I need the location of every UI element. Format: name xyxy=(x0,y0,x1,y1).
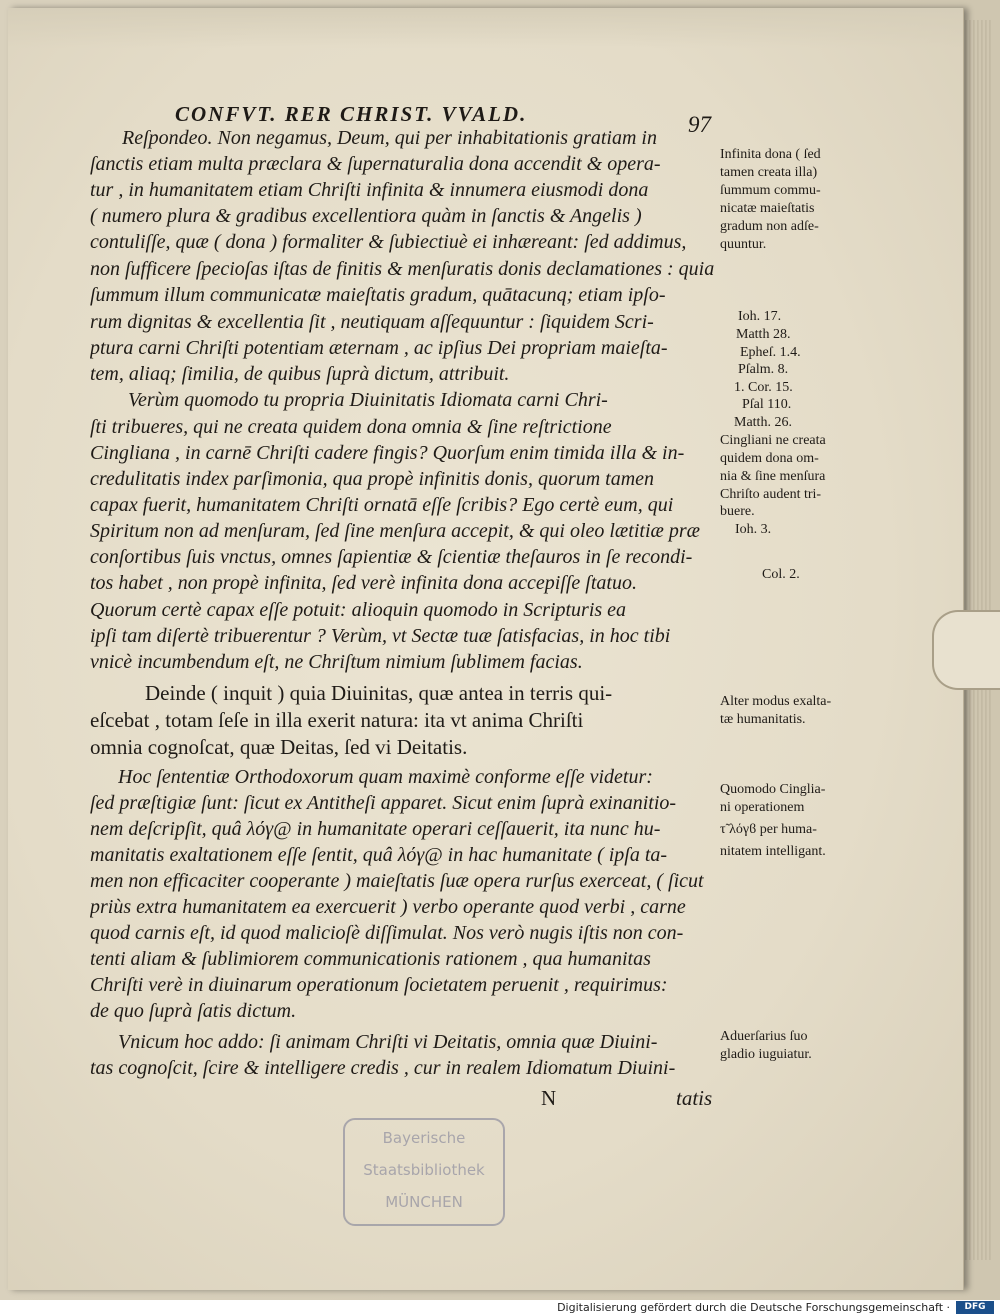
margin-note: ſummum commu- xyxy=(720,183,821,198)
stamp-line: Staatsbibliothek xyxy=(363,1161,485,1179)
library-stamp xyxy=(343,1118,505,1226)
body-line: rum dignitas & excellentia ſit , neutiquam aſſequuntur : ſiquidem Scri- xyxy=(90,311,654,333)
margin-note: Matth 28. xyxy=(736,327,791,342)
body-line: Spiritum non ad menſuram, ſed ſine menſura accepit, & qui oleo lætitiæ præ xyxy=(90,520,700,542)
body-line: Quorum certè capax eſſe potuit: alioquin quomodo in Scripturis ea xyxy=(90,599,627,621)
body-line: Reſpondeo. Non negamus, Deum, qui per inhabitationis gratiam in xyxy=(122,127,657,149)
body-line: Hoc ſententiæ Orthodoxorum quam maximè conforme eſſe videtur: xyxy=(118,766,653,788)
margin-note: Epheſ. 1.4. xyxy=(740,345,801,360)
page-tab-marker xyxy=(932,610,1000,690)
body-line: tenti aliam & ſublimiorem communicationis rationem , qua humanitas xyxy=(90,948,651,970)
margin-note: Matth. 26. xyxy=(734,415,792,430)
margin-note: Aduerſarius ſuo xyxy=(720,1029,808,1044)
margin-note: Quomodo Cinglia- xyxy=(720,782,826,797)
body-line: tos habet , non propè infinita, ſed verè infinita dona accepiſſe ſtatuo. xyxy=(90,572,637,594)
body-line: tas cognoſcit, ſcire & intelligere credis , cur in realem Idiomatum Diuini- xyxy=(90,1057,676,1079)
body-line: Deinde ( inquit ) quia Diuinitas, quæ antea in terris qui- xyxy=(145,681,613,705)
body-line: ſummum illum communicatæ maieſtatis gradum, quātacunq; etiam ipſo- xyxy=(90,284,666,306)
body-line: ptura carni Chriſti potentiam æternam , ac ipſius Dei propriam maieſta- xyxy=(90,337,668,359)
body-line: Chriſti verè in diuinarum operationum ſocietatem peruenit , requirimus: xyxy=(90,974,668,996)
margin-note: Col. 2. xyxy=(762,567,800,582)
stamp-line: Bayerische xyxy=(382,1129,466,1147)
catchword: tatis xyxy=(676,1086,713,1110)
body-line: priùs extra humanitatem ea exercuerit ) verbo operante quod verbi , carne xyxy=(90,896,686,918)
body-line: non ſufficere ſpecioſas iſtas de finitis & menſuratis donis declamationes : quia xyxy=(90,258,715,280)
body-line: ſed præſtigiæ ſunt: ſicut ex Antitheſi apparet. Sicut enim ſuprà exinanitio- xyxy=(90,792,677,814)
margin-note: buere. xyxy=(720,504,755,519)
body-line: ſti tribueres, qui ne creata quidem dona omnia & ſine reſtrictione xyxy=(90,416,612,438)
margin-note: tamen creata illa) xyxy=(720,165,818,180)
margin-note: nitatem intelligant. xyxy=(720,844,826,859)
body-line: quod carnis eſt, id quod malicioſè diſſimulat. Nos verò nugis iſtis non con- xyxy=(90,922,684,944)
running-head: CONFVT. RER CHRIST. VVALD. xyxy=(175,102,528,126)
page-top-shadow xyxy=(8,8,963,48)
margin-note: Ioh. 3. xyxy=(735,522,772,537)
body-line: nem deſcripſit, quâ λόγ@ in humanitate operari ceſſauerit, ita nunc hu- xyxy=(90,818,661,840)
body-line: manitatis exaltationem eſſe ſentit, quâ λόγ@ in hac humanitate ( ipſa ta- xyxy=(90,844,668,866)
body-line: tem, aliaq; ſimilia, de quibus ſuprà dictum, attribuit. xyxy=(90,363,510,385)
footer-credit: Digitalisierung gefördert durch die Deutsche Forschungsgemeinschaft · xyxy=(557,1301,950,1314)
body-line: tur , in humanitatem etiam Chriſti infinita & innumera eiusmodi dona xyxy=(90,179,649,201)
margin-note: Infinita dona ( ſed xyxy=(720,147,821,162)
margin-note: Pſalm. 8. xyxy=(738,362,789,377)
margin-note: quuntur. xyxy=(720,237,767,252)
margin-note: tæ humanitatis. xyxy=(720,712,806,727)
body-line: ſanctis etiam multa præclara & ſupernaturalia dona accendit & opera- xyxy=(90,153,661,175)
margin-note: gladio iuguiatur. xyxy=(720,1047,812,1062)
body-line: eſcebat , totam ſeſe in illa exerit natura: ita vt anima Chriſti xyxy=(90,708,584,732)
margin-note: quidem dona om- xyxy=(720,451,819,466)
margin-note: Cingliani ne creata xyxy=(720,433,826,448)
body-line: ipſi tam diſertè tribuerentur ? Verùm, vt Sectæ tuæ ſatisfacias, in hoc tibi xyxy=(90,625,671,647)
margin-note: Alter modus exalta- xyxy=(720,694,832,709)
body-line: Cingliana , in carnē Chriſti cadere fingis? Quorſum enim timida illa & in- xyxy=(90,442,685,464)
margin-note: nia & ſine menſura xyxy=(720,469,826,484)
margin-note: 1. Cor. 15. xyxy=(734,380,793,395)
body-line: men non efficaciter cooperante ) maieſtatis ſuæ opera rurſus exerceat, ( ſicut xyxy=(90,870,704,892)
body-line: omnia cognoſcat, quæ Deitas, ſed vi Deitatis. xyxy=(90,735,468,759)
body-line: ( numero plura & gradibus excellentiora quàm in ſanctis & Angelis ) xyxy=(90,205,642,227)
dfg-logo-icon: DFG xyxy=(956,1301,994,1314)
margin-note: Ioh. 17. xyxy=(738,309,782,324)
body-line: de quo ſuprà ſatis dictum. xyxy=(90,1000,297,1022)
margin-note: τ̃ λόγϐ per huma- xyxy=(720,822,817,837)
digitization-footer xyxy=(0,1300,1000,1315)
signature-mark: N xyxy=(541,1086,557,1110)
margin-note: Pſal 110. xyxy=(742,397,792,412)
body-line: vnicè incumbendum eſt, ne Chriſtum nimium ſublimem facias. xyxy=(90,651,583,673)
margin-note: gradum non adſe- xyxy=(720,219,819,234)
margin-note: Chriſto audent tri- xyxy=(720,487,822,502)
body-line: capax fuerit, humanitatem Chriſti ornatā eſſe ſcribis? Ego certè eum, qui xyxy=(90,494,674,516)
margin-note: ni operationem xyxy=(720,800,805,815)
body-line: Vnicum hoc addo: ſi animam Chriſti vi Deitatis, omnia quæ Diuini- xyxy=(118,1031,658,1053)
stamp-line: MÜNCHEN xyxy=(385,1193,463,1211)
page-number: 97 xyxy=(688,112,711,137)
body-line: contuliſſe, quæ ( dona ) formaliter & ſubiectiuè ei inhæreant: ſed addimus, xyxy=(90,231,687,253)
body-line: conſortibus ſuis vnctus, omnes ſapientiæ & ſcientiæ theſauros in ſe recondi- xyxy=(90,546,693,568)
body-line: Verùm quomodo tu propria Diuinitatis Idiomata carni Chri- xyxy=(128,389,608,411)
margin-note: nicatæ maieſtatis xyxy=(720,201,815,216)
body-line: credulitatis index parſimonia, qua propè infinitis donis, quorum tamen xyxy=(90,468,655,490)
